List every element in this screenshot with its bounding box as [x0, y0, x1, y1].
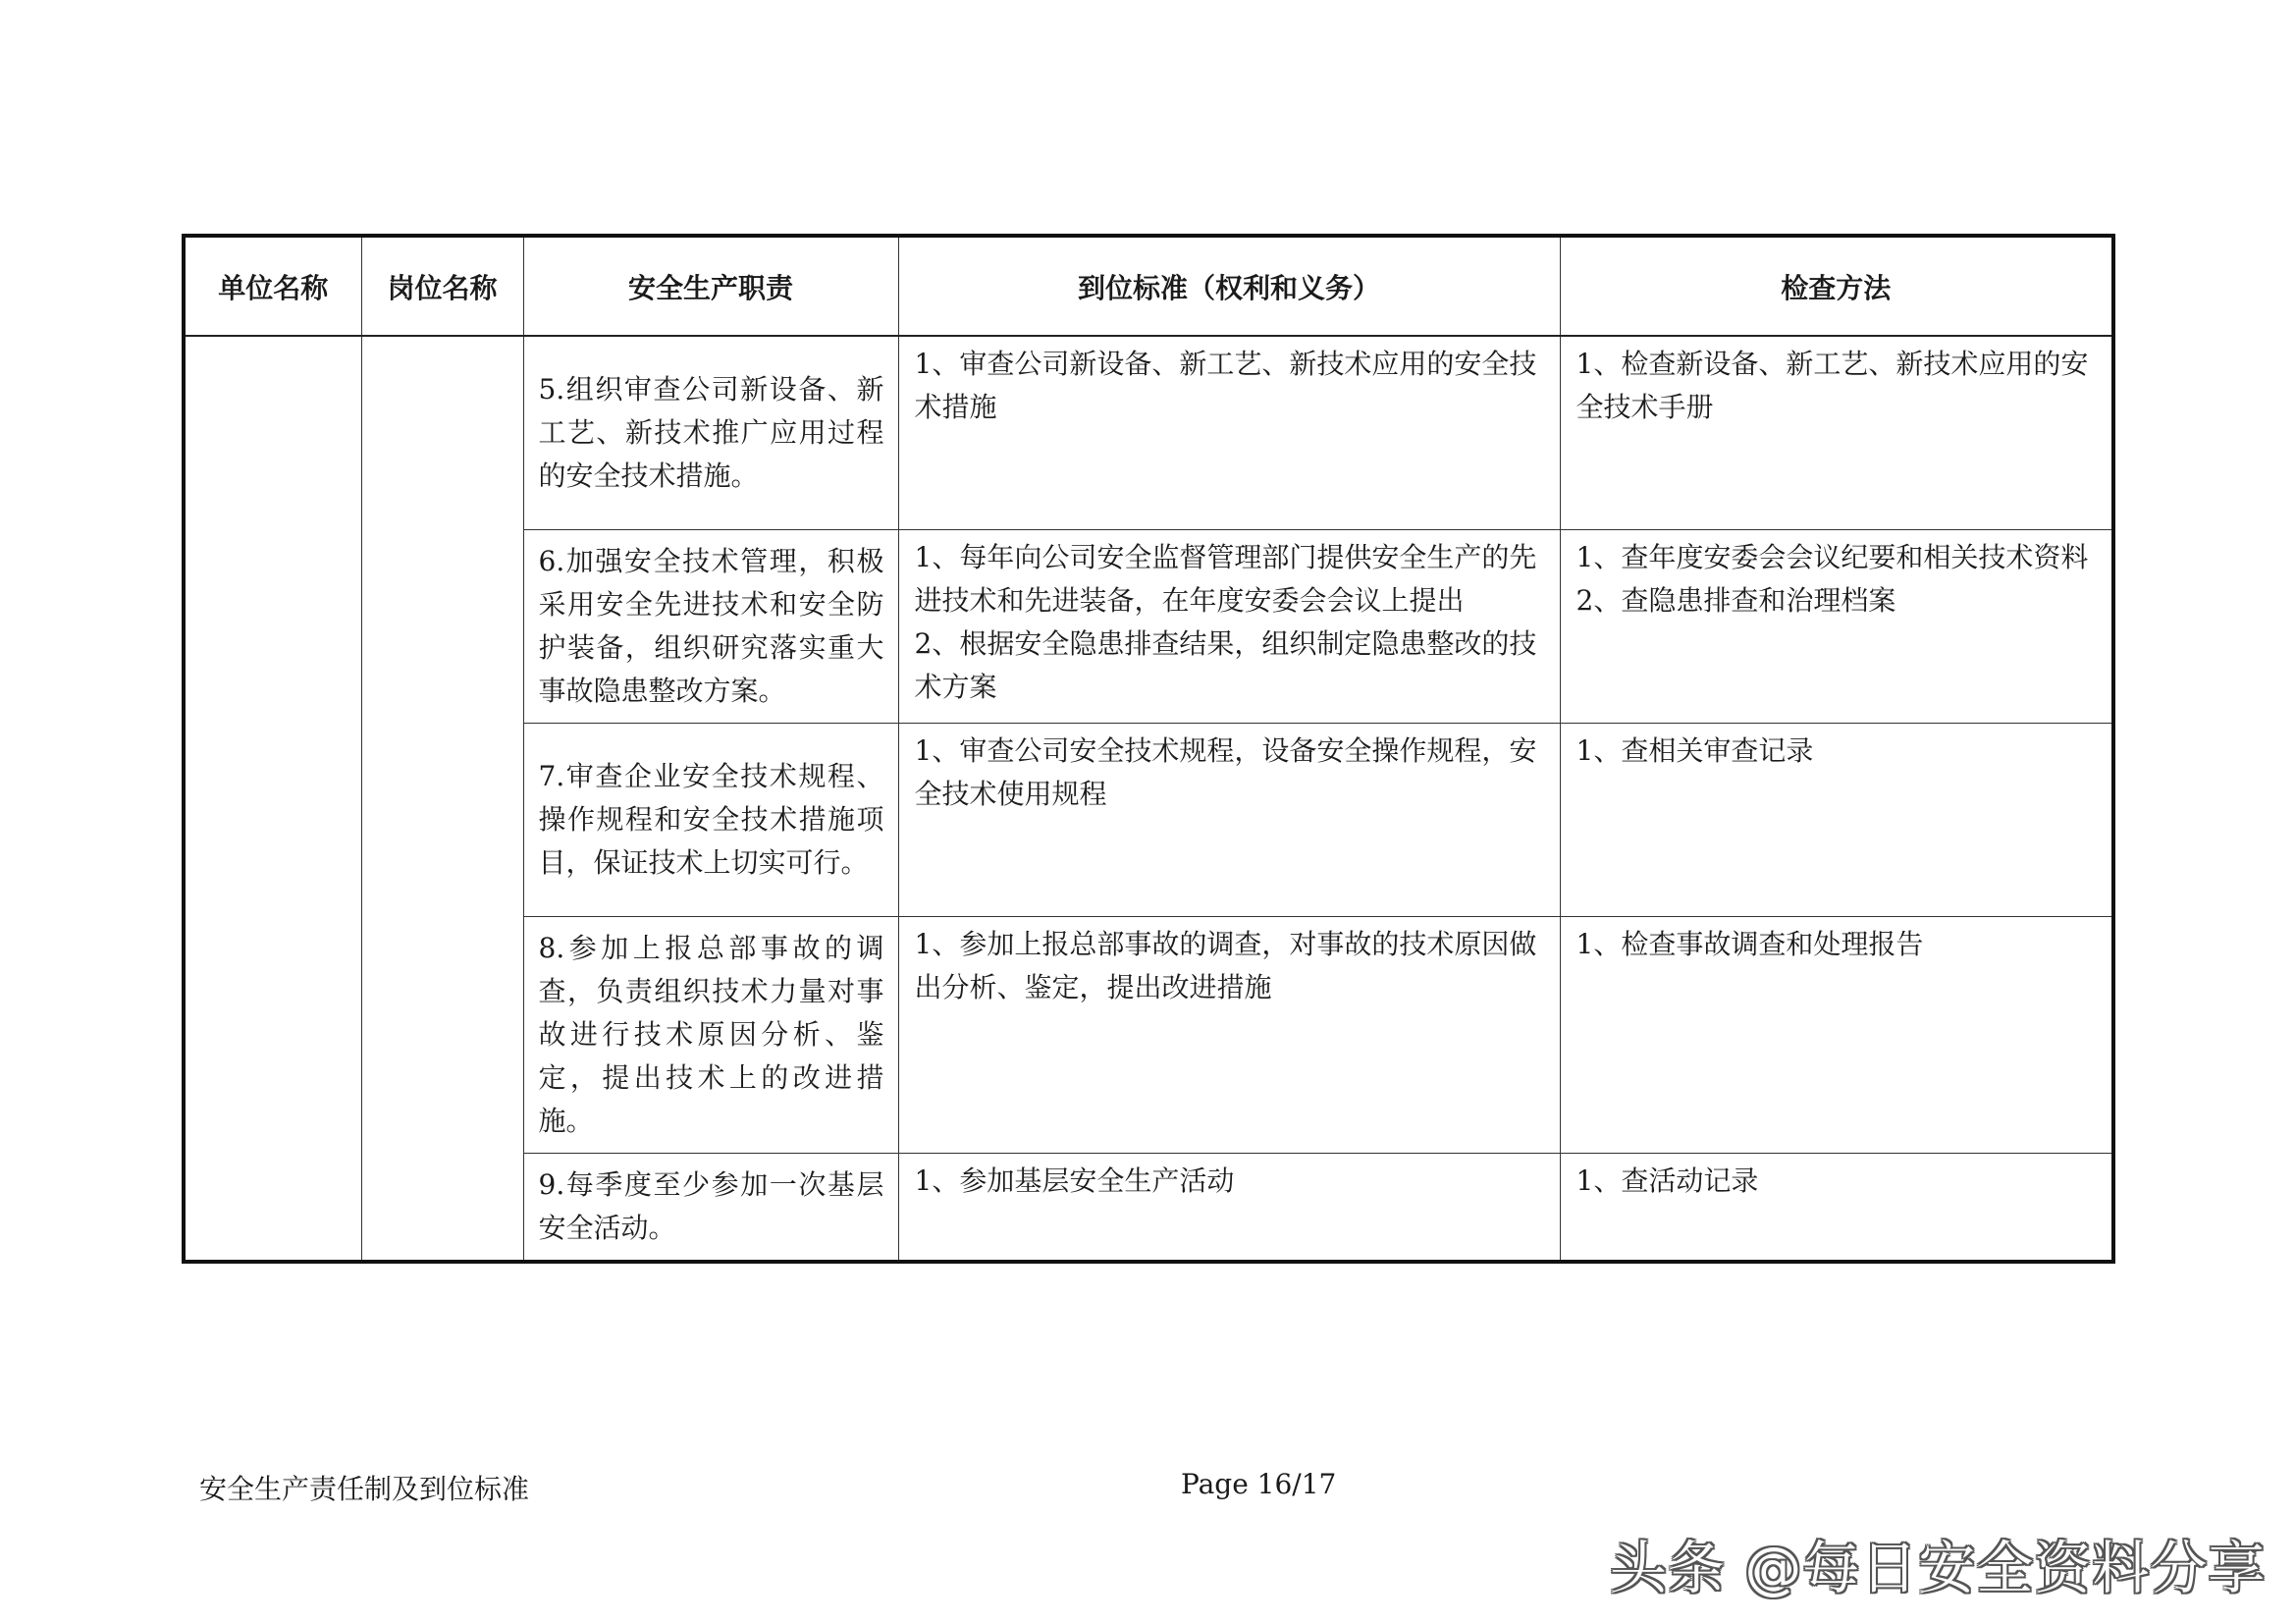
header-safety-duty: 安全生产职责: [523, 236, 898, 336]
check-cell: [1560, 916, 2113, 1153]
check-cell: [1560, 336, 2113, 529]
standard-cell: [898, 1153, 1560, 1262]
standard-line: 1、每年向公司安全监督管理部门提供安全生产的先进技术和先进装备，在年度安委会会议上提出: [914, 540, 1537, 617]
check-line: 1、检查事故调查和处理报告: [1575, 927, 1924, 960]
standard-cell: [898, 336, 1560, 529]
check-line: 2、查隐患排查和治理档案: [1575, 583, 1896, 617]
table-header-row: [184, 236, 2113, 336]
check-cell: [1560, 723, 2113, 916]
standard-cell: [898, 529, 1560, 723]
post-name-cell: [361, 336, 523, 1262]
header-check-method: 检查方法: [1560, 236, 2113, 336]
check-cell: [1560, 529, 2113, 723]
unit-name-cell: [184, 336, 361, 1262]
standard-line: 1、审查公司新设备、新工艺、新技术应用的安全技术措施: [914, 348, 1537, 423]
duty-cell: 7.审查企业安全技术规程、操作规程和安全技术措施项目，保证技术上切实可行。: [523, 723, 898, 916]
duty-cell: 8.参加上报总部事故的调查，负责组织技术力量对事故进行技术原因分析、鉴定，提出技术上的改进措施。: [523, 916, 898, 1153]
watermark: 头条 @每日安全资料分享: [1610, 1535, 2267, 1601]
footer-page-number: Page 16/17: [1181, 1468, 1337, 1500]
duty-cell: 9.每季度至少参加一次基层安全活动。: [523, 1153, 898, 1262]
check-cell: [1560, 1153, 2113, 1262]
check-line: 1、查活动记录: [1575, 1164, 1759, 1197]
header-standard: 到位标准（权利和义务）: [898, 236, 1560, 336]
duty-cell: 5.组织审查公司新设备、新工艺、新技术推广应用过程的安全技术措施。: [523, 336, 898, 529]
standard-line: 1、审查公司安全技术规程，设备安全操作规程，安全技术使用规程: [914, 733, 1537, 810]
footer-document-title: 安全生产责任制及到位标准: [199, 1473, 530, 1505]
header-unit-name: 单位名称: [184, 236, 361, 336]
duty-cell: 6.加强安全技术管理，积极采用安全先进技术和安全防护装备，组织研究落实重大事故隐患整改方案。: [523, 529, 898, 723]
check-line: 1、查相关审查记录: [1575, 733, 1814, 767]
check-line: 1、检查新设备、新工艺、新技术应用的安全技术手册: [1575, 348, 2089, 423]
check-line: 1、查年度安委会会议纪要和相关技术资料: [1575, 540, 2089, 573]
responsibility-table: [182, 234, 2115, 1264]
standard-cell: [898, 723, 1560, 916]
standard-line: 1、参加上报总部事故的调查，对事故的技术原因做出分析、鉴定，提出改进措施: [914, 927, 1537, 1003]
table-row: [184, 336, 2113, 529]
header-post-name: 岗位名称: [361, 236, 523, 336]
standard-cell: [898, 916, 1560, 1153]
standard-line: 2、根据安全隐患排查结果，组织制定隐患整改的技术方案: [914, 626, 1537, 703]
standard-line: 1、参加基层安全生产活动: [914, 1164, 1235, 1197]
